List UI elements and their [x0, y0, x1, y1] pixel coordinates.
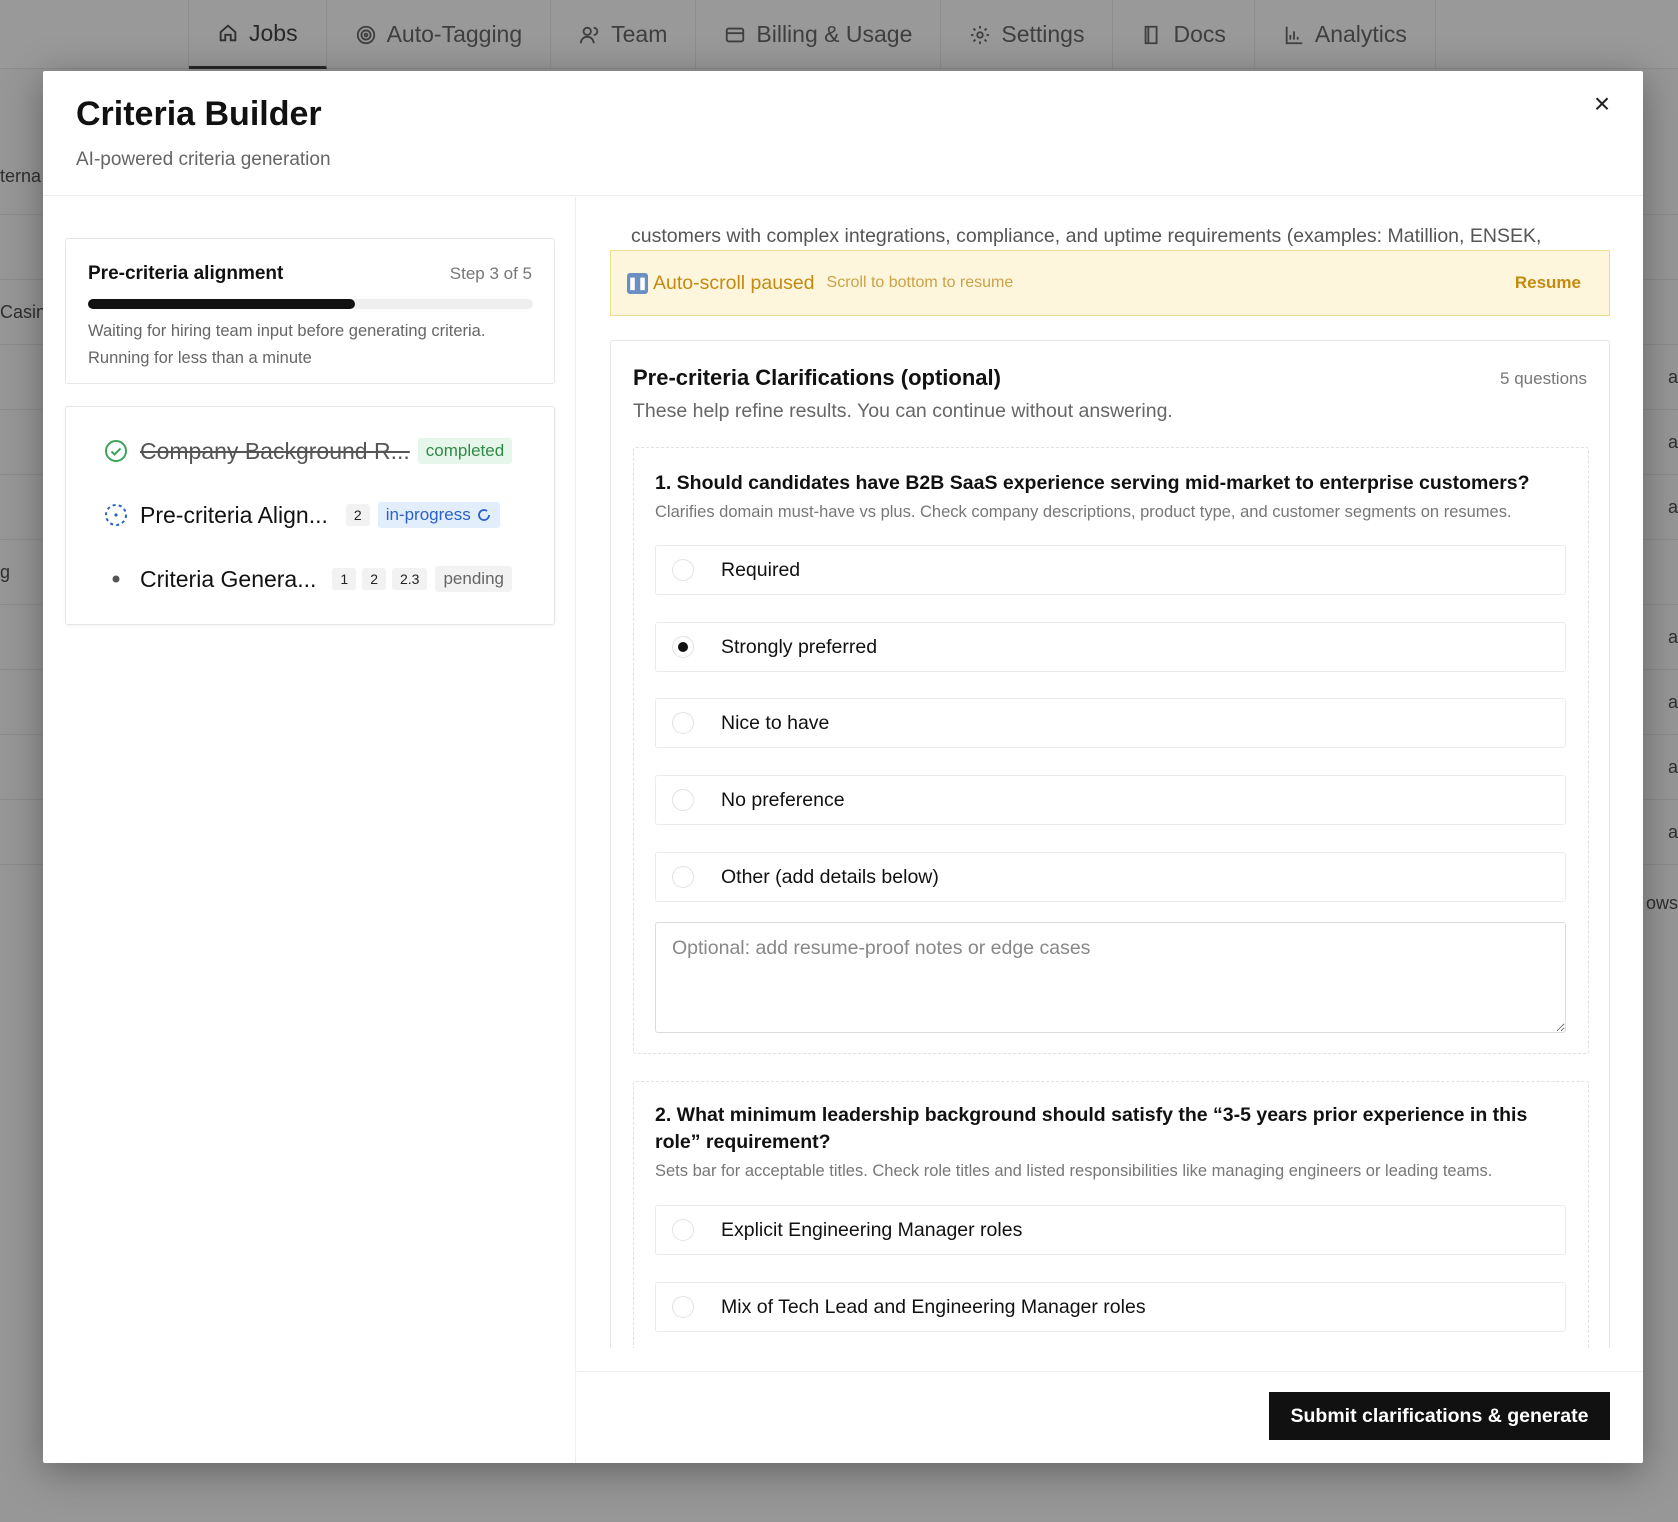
task-item-pre-criteria-alignment[interactable]	[104, 499, 500, 531]
modal-title: Criteria Builder	[76, 95, 322, 133]
count-badge: 2	[346, 504, 370, 526]
streamed-text: customers with complex integrations, compliance, and uptime requirements (examples: Matillion, ENSEK,	[631, 225, 1542, 247]
bullet-icon	[104, 567, 128, 591]
status-badge: completed	[418, 438, 512, 464]
radio-button[interactable]	[672, 1219, 694, 1241]
option-label: Nice to have	[721, 711, 830, 734]
radio-button-selected[interactable]	[672, 636, 694, 658]
option-strongly-preferred[interactable]	[655, 622, 1566, 672]
radio-button[interactable]	[672, 866, 694, 888]
option-no-preference[interactable]	[655, 775, 1566, 825]
radio-button[interactable]	[672, 559, 694, 581]
option-other[interactable]	[655, 852, 1566, 902]
loading-circle-icon	[104, 503, 128, 527]
option-label: No preference	[721, 788, 845, 811]
progress-bar	[88, 299, 533, 309]
status-badge	[378, 502, 500, 528]
option-required[interactable]	[655, 545, 1566, 595]
clarifications-card	[610, 340, 1610, 1348]
step-description-line: Waiting for hiring team input before generating criteria.	[88, 322, 486, 340]
progress-sidebar	[43, 197, 576, 1463]
count-badge: 2.3	[392, 568, 427, 590]
autoscroll-banner	[610, 250, 1610, 316]
option-label: Strongly preferred	[721, 635, 878, 658]
step-running-time: Running for less than a minute	[88, 349, 312, 367]
progress-bar-fill	[88, 299, 355, 309]
option-label: Required	[721, 558, 801, 581]
clarifications-title: Pre-criteria Clarifications (optional)	[633, 365, 1001, 390]
modal-subtitle: AI-powered criteria generation	[76, 149, 331, 170]
modal-header	[43, 71, 1643, 196]
content-pane[interactable]	[577, 197, 1643, 1348]
task-label: Company Background R...	[140, 437, 410, 464]
spinner-icon	[476, 507, 492, 523]
clarifications-description: These help refine results. You can continue without answering.	[633, 400, 1173, 422]
step-description	[88, 318, 485, 372]
submit-clarifications-button[interactable]: Submit clarifications & generate	[1269, 1392, 1610, 1440]
radio-button[interactable]	[672, 789, 694, 811]
question-hint: Sets bar for acceptable titles. Check role titles and listed responsibilities like managing engineers or leading teams.	[655, 1162, 1493, 1180]
option-label: Mix of Tech Lead and Engineering Manager roles	[721, 1295, 1146, 1318]
question-count: 5 questions	[1500, 369, 1587, 388]
task-label: Pre-criteria Align...	[140, 501, 328, 528]
step-count: Step 3 of 5	[449, 264, 532, 283]
question-hint: Clarifies domain must-have vs plus. Check company descriptions, product type, and customer segments on resumes.	[655, 503, 1512, 521]
task-item-criteria-generation[interactable]	[104, 563, 512, 595]
status-text: in-progress	[385, 505, 471, 524]
question-title: 2. What minimum leadership background should satisfy the “3-5 years prior experience in this role” requirement?	[655, 1104, 1528, 1153]
question-1	[633, 447, 1589, 1054]
modal-footer	[577, 1371, 1643, 1463]
status-badge: pending	[435, 566, 512, 592]
resume-button[interactable]: Resume	[1514, 273, 1581, 292]
task-list	[65, 406, 555, 625]
task-label: Criteria Genera...	[140, 565, 317, 592]
step-status-card	[65, 238, 555, 384]
step-title: Pre-criteria alignment	[88, 263, 284, 284]
count-badge: 1	[332, 568, 356, 590]
radio-button[interactable]	[672, 712, 694, 734]
option-mixed-lead-em-roles[interactable]	[655, 1282, 1566, 1332]
count-badge: 2	[362, 568, 386, 590]
option-nice-to-have[interactable]	[655, 698, 1566, 748]
question-title: 1. Should candidates have B2B SaaS experience serving mid-market to enterprise customers?	[655, 472, 1530, 494]
pause-icon: ❚❚	[627, 273, 648, 294]
option-explicit-em-roles[interactable]	[655, 1205, 1566, 1255]
autoscroll-title: Auto-scroll paused	[653, 271, 815, 294]
autoscroll-hint: Scroll to bottom to resume	[826, 274, 1014, 291]
criteria-builder-modal	[43, 71, 1643, 1463]
notes-textarea[interactable]	[655, 922, 1566, 1033]
option-label: Other (add details below)	[721, 865, 939, 888]
check-circle-icon	[104, 439, 128, 463]
close-icon[interactable]: ×	[1593, 88, 1611, 119]
task-item-company-background[interactable]	[104, 435, 512, 467]
option-label: Explicit Engineering Manager roles	[721, 1218, 1023, 1241]
radio-button[interactable]	[672, 1296, 694, 1318]
question-2	[633, 1081, 1589, 1348]
